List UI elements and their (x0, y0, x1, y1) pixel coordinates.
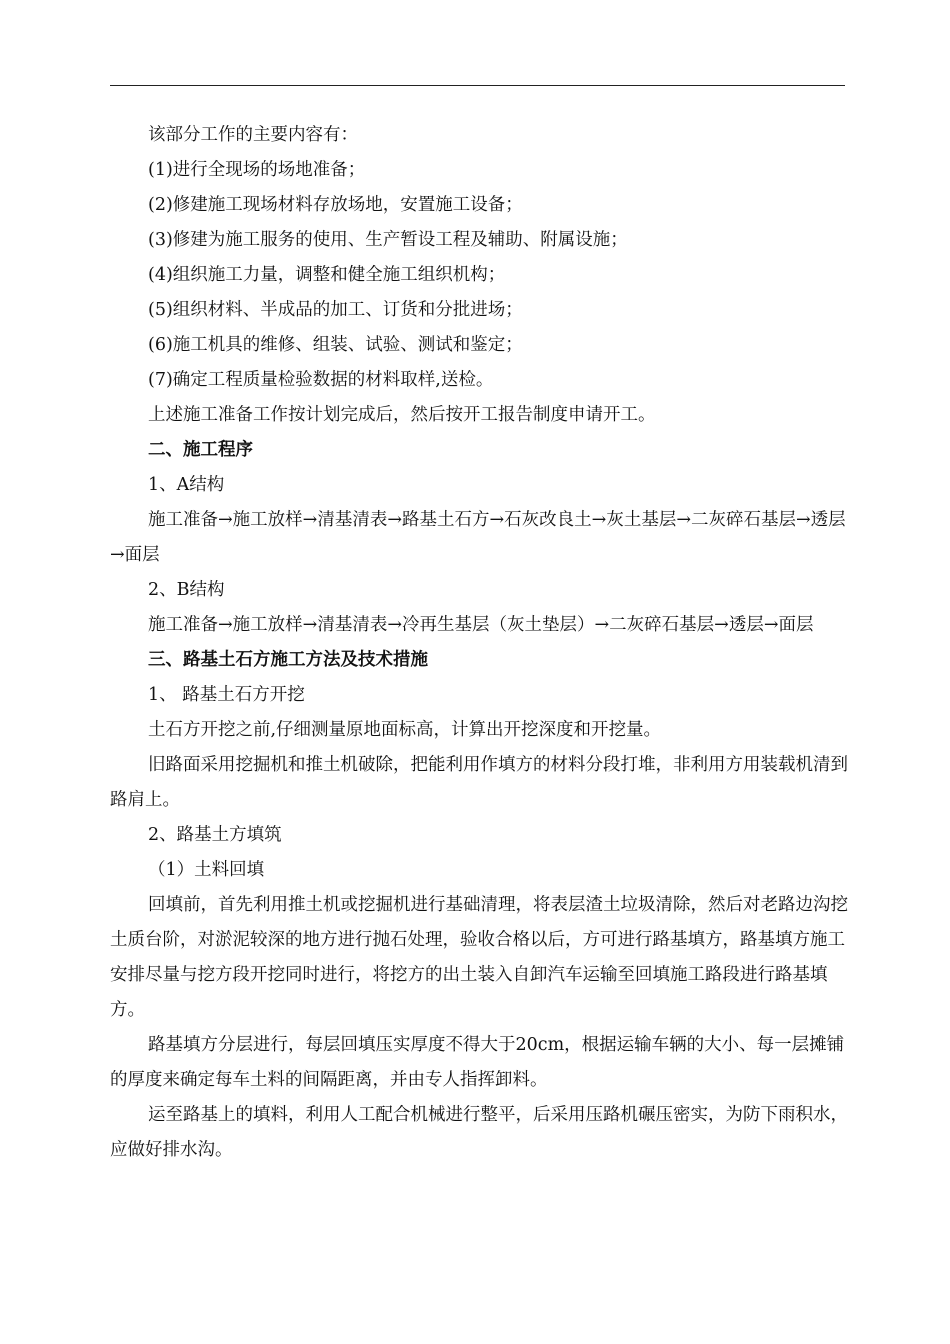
paragraph: 施工准备→施工放样→清基清表→路基土石方→石灰改良土→灰土基层→二灰碎石基层→透层→面层 (110, 510, 846, 565)
paragraph: 旧路面采用挖掘机和推土机破除，把能利用作填方的材料分段打堆，非利用方用装载机清到路肩上。 (110, 755, 848, 810)
subsection-heading: 2、B结构 (148, 580, 225, 600)
paragraph: 土石方开挖之前,仔细测量原地面标高，计算出开挖深度和开挖量。 (148, 720, 662, 740)
list-item: (6)施工机具的维修、组装、试验、测试和鉴定； (148, 335, 523, 355)
header-rule (110, 85, 845, 86)
document-body (110, 118, 848, 1168)
list-item: (1)进行全现场的场地准备； (148, 160, 366, 180)
paragraph: 运至路基上的填料，利用人工配合机械进行整平，后采用压路机碾压密实，为防下雨积水，应做好排水沟。 (110, 1105, 848, 1160)
list-item: (4)组织施工力量，调整和健全施工组织机构； (148, 265, 506, 285)
list-item: (5)组织材料、半成品的加工、订货和分批进场； (148, 300, 523, 320)
paragraph: 上述施工准备工作按计划完成后，然后按开工报告制度申请开工。 (148, 405, 656, 425)
paragraph: 该部分工作的主要内容有： (148, 125, 358, 145)
paragraph: 路基填方分层进行，每层回填压实厚度不得大于20cm，根据运输车辆的大小、每一层摊铺的厚度来确定每车土料的间隔距离，并由专人指挥卸料。 (110, 1035, 845, 1090)
section-heading: 三、路基土石方施工方法及技术措施 (148, 650, 428, 670)
paragraph: 回填前，首先利用推土机或挖掘机进行基础清理，将表层渣土垃圾清除，然后对老路边沟挖土质台阶，对淤泥较深的地方进行抛石处理，验收合格以后，方可进行路基填方，路基填方施工安排尽量与挖方段开挖同时进行，将挖方的出土装入自卸汽车运输至回填施工路段进行路基填方。 (110, 895, 848, 1020)
subsection-heading: 1、A结构 (148, 475, 225, 495)
paragraph: 施工准备→施工放样→清基清表→冷再生基层（灰土垫层）→二灰碎石基层→透层→面层 (148, 615, 814, 635)
subsection-heading: 2、路基土方填筑 (148, 825, 282, 845)
list-item: (3)修建为施工服务的使用、生产暂设工程及辅助、附属设施； (148, 230, 628, 250)
list-item: (7)确定工程质量检验数据的材料取样,送检。 (148, 370, 494, 390)
section-heading: 二、施工程序 (148, 440, 253, 460)
subsection-heading: 1、 路基土石方开挖 (148, 685, 305, 705)
subsection-heading: （1）土料回填 (148, 860, 265, 880)
list-item: (2)修建施工现场材料存放场地，安置施工设备； (148, 195, 523, 215)
